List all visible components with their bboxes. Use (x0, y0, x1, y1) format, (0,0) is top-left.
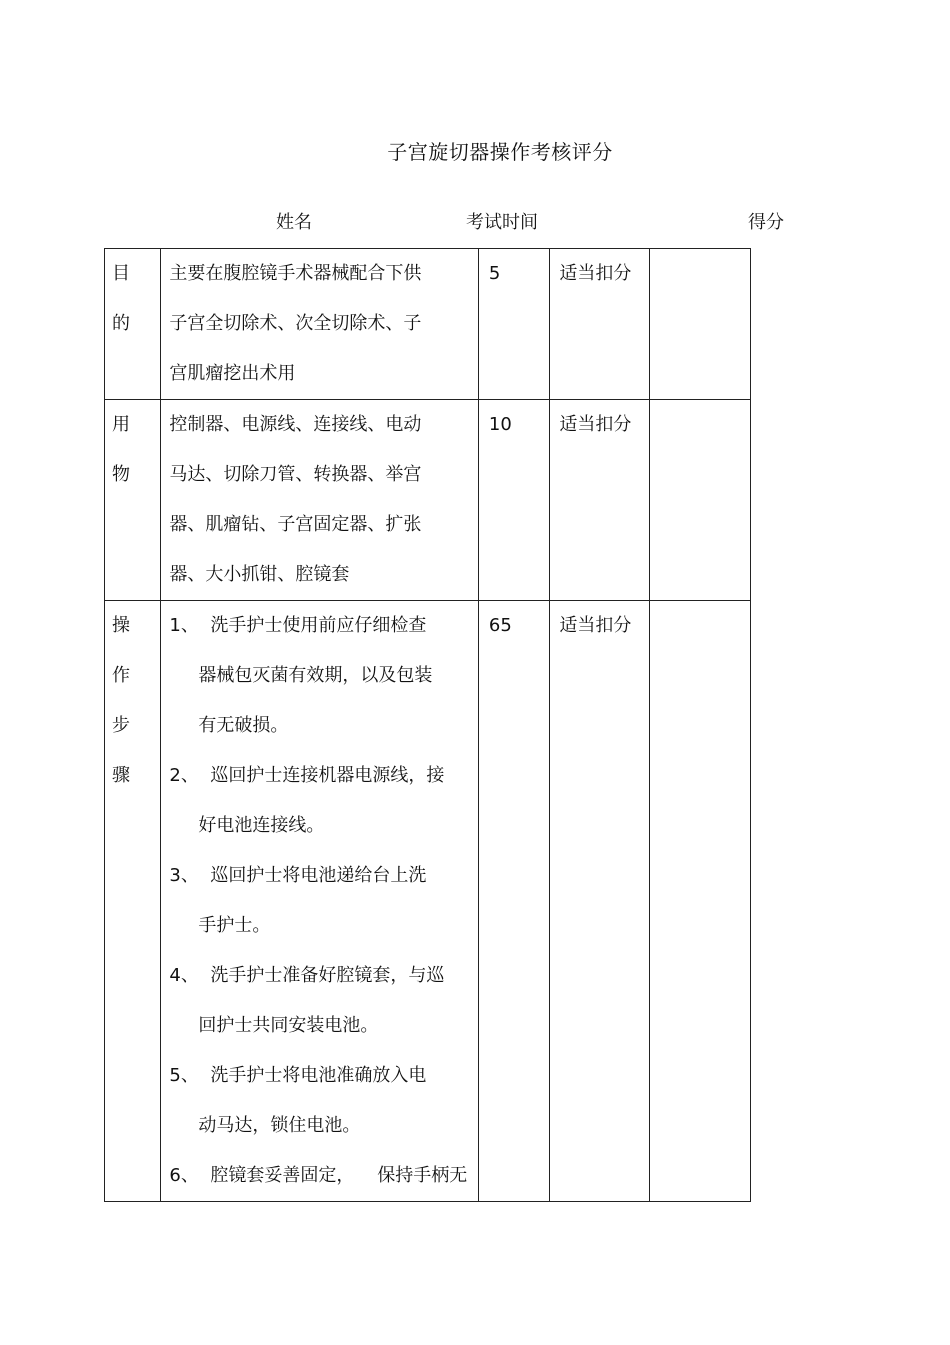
deduction-cell: 适当扣分 (550, 400, 650, 601)
points-cell: 10 (478, 400, 550, 601)
assessment-table (104, 248, 751, 1202)
page-title: 子宫旋切器操作考核评分 (387, 140, 613, 164)
category-cell: 用 物 (105, 400, 161, 601)
deduction-cell: 适当扣分 (550, 249, 650, 400)
points-cell: 65 (478, 601, 550, 1202)
category-cell: 操 作 步 骤 (105, 601, 161, 1202)
score-cell[interactable] (650, 601, 751, 1202)
name-label: 姓名 (276, 212, 312, 233)
step-line: 2、 巡回护士连接机器电源线，接 (169, 765, 445, 786)
step-line: 有无破损。 (198, 715, 289, 736)
category-cell: 目 的 (105, 249, 161, 400)
step-line: 回护士共同安装电池。 (198, 1015, 379, 1036)
exam-time-label: 考试时间 (466, 212, 538, 233)
step-line: 6、 腔镜套妥善固定， 保持手柄无 (169, 1165, 468, 1186)
step-line: 手护士。 (198, 915, 271, 936)
score-cell[interactable] (650, 400, 751, 601)
content-cell: 控制器、电源线、连接线、电动 马达、切除刀管、转换器、举宫 器、肌瘤钻、子宫固定器、扩张 器、大小抓钳、腔镜套 (161, 400, 478, 601)
score-label: 得分 (748, 212, 784, 233)
step-line: 4、 洗手护士准备好腔镜套，与巡 (169, 965, 445, 986)
steps-cell (161, 601, 478, 1202)
step-line: 3、 巡回护士将电池递给台上洗 (169, 865, 427, 886)
step-line: 器械包灭菌有效期，以及包装 (198, 665, 433, 686)
table-row (105, 249, 751, 400)
step-line: 5、 洗手护士将电池准确放入电 (169, 1065, 427, 1086)
table-row (105, 601, 751, 1202)
score-cell[interactable] (650, 249, 751, 400)
step-line: 好电池连接线。 (198, 815, 325, 836)
step-line: 1、 洗手护士使用前应仔细检查 (169, 615, 427, 636)
table-row (105, 400, 751, 601)
content-cell: 主要在腹腔镜手术器械配合下供 子宫全切除术、次全切除术、子 宫肌瘤挖出术用 (161, 249, 478, 400)
step-line: 动马达，锁住电池。 (198, 1115, 361, 1136)
points-cell: 5 (478, 249, 550, 400)
deduction-cell: 适当扣分 (550, 601, 650, 1202)
